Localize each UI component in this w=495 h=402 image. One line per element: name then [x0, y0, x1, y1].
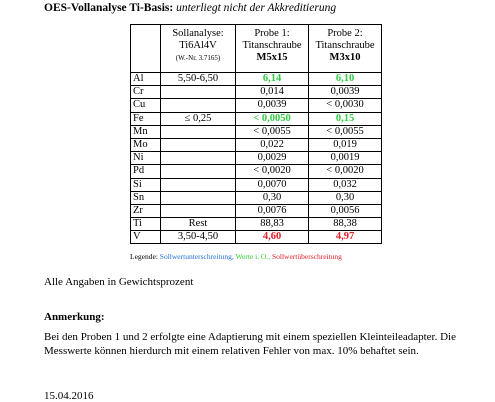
heading-note: unterliegt nicht der Akkreditierung	[176, 2, 337, 14]
header-soll-line1: Sollanalyse:	[172, 28, 224, 39]
soll-cell	[161, 125, 236, 138]
soll-cell	[161, 191, 236, 204]
header-probe1	[236, 25, 309, 73]
probe2-cell: < 0,0030	[309, 99, 382, 112]
soll-cell	[161, 138, 236, 151]
element-cell: Al	[131, 73, 161, 86]
probe1-cell: 0,30	[236, 191, 309, 204]
probe2-cell: 0,0039	[309, 86, 382, 99]
header-p2-line3: M3x10	[329, 52, 361, 63]
element-cell: Si	[131, 178, 161, 191]
table-row	[131, 99, 382, 112]
soll-cell	[161, 152, 236, 165]
soll-cell	[161, 86, 236, 99]
table-header-row	[131, 25, 382, 73]
header-soll-line3: (W.-Nr. 3.7165)	[175, 54, 221, 62]
soll-cell	[161, 178, 236, 191]
probe1-cell: 0,0029	[236, 152, 309, 165]
probe1-cell: < 0,0050	[236, 112, 309, 125]
header-p1-line1: Probe 1:	[254, 28, 290, 39]
table-row	[131, 165, 382, 178]
element-cell: V	[131, 231, 161, 244]
probe1-cell: 0,0076	[236, 204, 309, 217]
table-row	[131, 73, 382, 86]
element-cell: Zr	[131, 204, 161, 217]
soll-cell: ≤ 0,25	[161, 112, 236, 125]
table-row	[131, 231, 382, 244]
table-row	[131, 125, 382, 138]
soll-cell	[161, 204, 236, 217]
soll-cell: 3,50-4,50	[161, 231, 236, 244]
header-soll-line2: Ti6Al4V	[179, 40, 217, 51]
header-p2-line2: Titanschraube	[315, 40, 375, 51]
element-cell: Cr	[131, 86, 161, 99]
page-heading	[44, 2, 336, 14]
element-cell: Ni	[131, 152, 161, 165]
probe2-cell: < 0,0020	[309, 165, 382, 178]
table-row	[131, 218, 382, 231]
table-row	[131, 191, 382, 204]
probe1-cell: 4,60	[236, 231, 309, 244]
probe2-cell: < 0,0055	[309, 125, 382, 138]
table-row	[131, 178, 382, 191]
header-empty-cell	[131, 25, 161, 73]
probe2-cell: 88,38	[309, 218, 382, 231]
element-cell: Sn	[131, 191, 161, 204]
element-cell: Pd	[131, 165, 161, 178]
probe2-cell: 0,30	[309, 191, 382, 204]
legend-over: Sollwertüberschreitung	[271, 252, 342, 261]
element-cell: Mn	[131, 125, 161, 138]
report-date: 15.04.2016	[44, 390, 94, 402]
analysis-table	[130, 24, 382, 244]
header-p1-line3: M5x15	[256, 52, 288, 63]
probe1-cell: 6,14	[236, 73, 309, 86]
header-sollanalyse	[161, 25, 236, 73]
soll-cell	[161, 165, 236, 178]
units-note: Alle Angaben in Gewichtsprozent	[44, 276, 194, 288]
legend-prefix: Legende:	[130, 252, 158, 261]
table-row	[131, 204, 382, 217]
soll-cell: 5,50-6,50	[161, 73, 236, 86]
remark-text: Bei den Proben 1 und 2 erfolgte eine Adaptierung mit einem speziellen Kleinteileadapter. Die Messwerte können hierdurch mit einem relativen Fehler von max. 10% behaftet sein.	[44, 331, 456, 357]
probe2-cell: 6,10	[309, 73, 382, 86]
soll-cell	[161, 99, 236, 112]
probe1-cell: 0,0070	[236, 178, 309, 191]
probe2-cell: 0,0056	[309, 204, 382, 217]
header-p2-line1: Probe 2:	[327, 28, 363, 39]
element-cell: Ti	[131, 218, 161, 231]
probe2-cell: 4,97	[309, 231, 382, 244]
soll-cell: Rest	[161, 218, 236, 231]
heading-title: OES-Vollanalyse Ti-Basis:	[44, 2, 174, 14]
table-row	[131, 138, 382, 151]
legend-under: Sollwertunterschreitung,	[159, 252, 234, 261]
probe2-cell: 0,019	[309, 138, 382, 151]
probe2-cell: 0,032	[309, 178, 382, 191]
header-p1-line2: Titanschraube	[242, 40, 302, 51]
table-row	[131, 86, 382, 99]
probe1-cell: < 0,0020	[236, 165, 309, 178]
table-row	[131, 112, 382, 125]
probe1-cell: 0,022	[236, 138, 309, 151]
legend	[130, 252, 342, 261]
header-probe2	[309, 25, 382, 73]
legend-within: Werte i. O.,	[235, 252, 271, 261]
table-row	[131, 152, 382, 165]
probe1-cell: 0,014	[236, 86, 309, 99]
element-cell: Fe	[131, 112, 161, 125]
probe1-cell: 88,83	[236, 218, 309, 231]
probe1-cell: 0,0039	[236, 99, 309, 112]
probe2-cell: 0,15	[309, 112, 382, 125]
probe2-cell: 0,0019	[309, 152, 382, 165]
element-cell: Mo	[131, 138, 161, 151]
probe1-cell: < 0,0055	[236, 125, 309, 138]
remark-title: Anmerkung:	[44, 311, 105, 323]
element-cell: Cu	[131, 99, 161, 112]
